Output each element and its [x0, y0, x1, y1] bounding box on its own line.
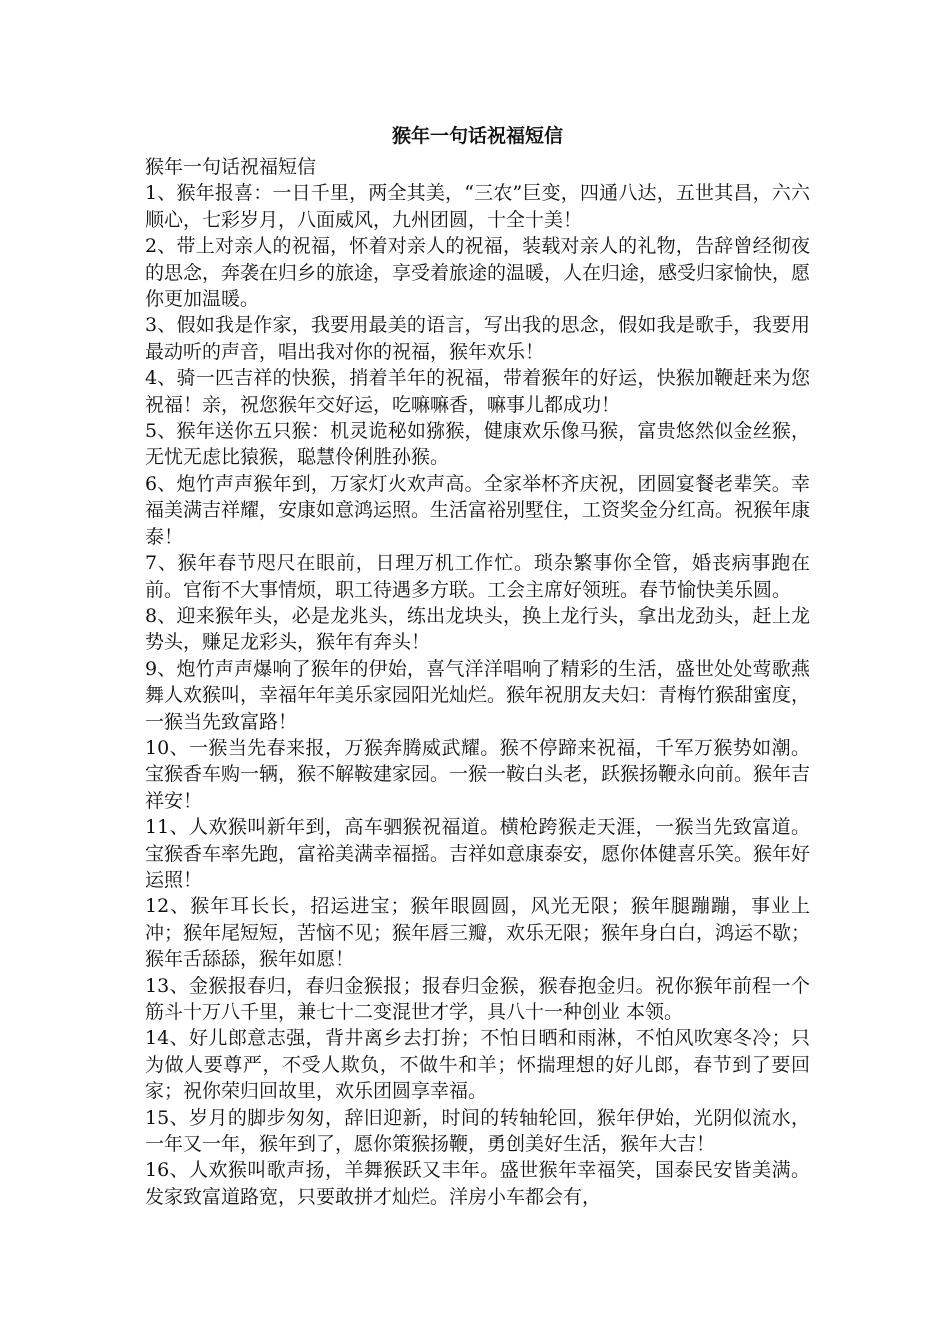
paragraph-3: 3、假如我是作家，我要用最美的语言，写出我的思念，假如我是歌手，我要用最动听的声音，唱出我对你的祝福，猴年欢乐！ — [145, 314, 810, 363]
paragraph-10: 10、一猴当先春来报，万猴奔腾威武耀。猴不停蹄来祝福，千军万猴势如潮。宝猴香车购一辆，猴不解鞍建家园。一猴一鞍白头老，跃猴扬鞭永向前。猴年吉祥安！ — [145, 736, 811, 812]
paragraph-7: 7、猴年春节咫尺在眼前，日理万机工作忙。琐杂繁事你全管，婚丧病事跑在前。官衔不大事情烦，职工待遇多方联。工会主席好领班。春节愉快美乐圆。 — [145, 552, 810, 601]
paragraph-8: 8、迎来猴年头，必是龙兆头，练出龙块头，换上龙行头，拿出龙劲头，赶上龙势头，赚足龙彩头，猴年有奔头！ — [145, 604, 810, 654]
paragraph-15: 15、岁月的脚步匆匆，辞旧迎新，时间的转轴轮回，猴年伊始，光阴似流水，一年又一年，猴年到了，愿你策猴扬鞭，勇创美好生活，猴年大吉！ — [145, 1106, 810, 1156]
paragraph-13: 13、金猴报春归，春归金猴报；报春归金猴，猴春抱金归。祝你猴年前程一个筋斗十万八千里，兼七十二变混世才学，具八十一种创业 本领。 — [145, 974, 810, 1023]
paragraph-4: 4、骑一匹吉祥的快猴，捎着羊年的祝福，带着猴年的好运，快猴加鞭赶来为您祝福！亲，祝您猴年交好运，吃嘛嘛香，嘛事儿都成功！ — [145, 367, 810, 416]
paragraph-14: 14、好儿郎意志强，背井离乡去打拚；不怕日晒和雨淋，不怕风吹寒冬冷；只为做人要尊严，不受人欺负，不做牛和羊；怀揣理想的好儿郎，春节到了要回家；祝你荣归回故里，欢乐团圆享幸福。 — [145, 1027, 810, 1103]
document-page — [145, 118, 810, 1210]
paragraph-6: 6、炮竹声声猴年到，万家灯火欢声高。全家举杯齐庆祝，团圆宴餐老辈笑。幸福美满吉祥耀，安康如意鸿运照。生活富裕别墅住，工资奖金分红高。祝猴年康泰！ — [145, 472, 811, 548]
paragraph-12: 12、猴年耳长长，招运进宝；猴年眼圆圆，风光无限；猴年腿蹦蹦，事业上冲；猴年尾短短，苦恼不见；猴年唇三瓣，欢乐无限；猴年身白白，鸿运不歇；猴年舌舔舔，猴年如愿！ — [145, 895, 811, 971]
paragraph-16: 16、人欢猴叫歌声扬，羊舞猴跃又丰年。盛世猴年幸福笑，国泰民安皆美满。发家致富道路宽，只要敢拼才灿烂。洋房小车都会有， — [145, 1159, 810, 1208]
document-title: 猴年一句话祝福短信 — [391, 125, 563, 147]
paragraph-11: 11、人欢猴叫新年到，高车驷猴祝福道。横枪跨猴走天涯，一猴当先致富道。宝猴香车率先跑，富裕美满幸福摇。吉祥如意康泰安，愿你体健喜乐笑。猴年好运照！ — [145, 816, 811, 891]
paragraph-9: 9、炮竹声声爆响了猴年的伊始，喜气洋洋唱响了精彩的生活，盛世处处莺歌燕舞人欢猴叫，幸福年年美乐家园阳光灿烂。猴年祝朋友夫妇：青梅竹猴甜蜜度，一猴当先致富路！ — [145, 657, 811, 733]
document-subtitle: 猴年一句话祝福短信 — [145, 156, 317, 178]
paragraph-1: 1、猴年报喜：一日千里，两全其美，“三农”巨变，四通八达，五世其昌，六六顺心，七彩岁月，八面威风，九州团圆，十全十美！ — [145, 182, 810, 231]
paragraph-5: 5、猴年送你五只猴：机灵诡秘如猕猴，健康欢乐像马猴，富贵悠然似金丝猴，无忧无虑比猿猴，聪慧伶俐胜孙猴。 — [145, 420, 810, 469]
paragraph-2: 2、带上对亲人的祝福，怀着对亲人的祝福，装载对亲人的礼物，告辞曾经彻夜的思念，奔袭在归乡的旅途，享受着旅途的温暖，人在归途，感受归家愉快，愿你更加温暖。 — [145, 235, 811, 311]
document-body — [145, 180, 810, 1210]
